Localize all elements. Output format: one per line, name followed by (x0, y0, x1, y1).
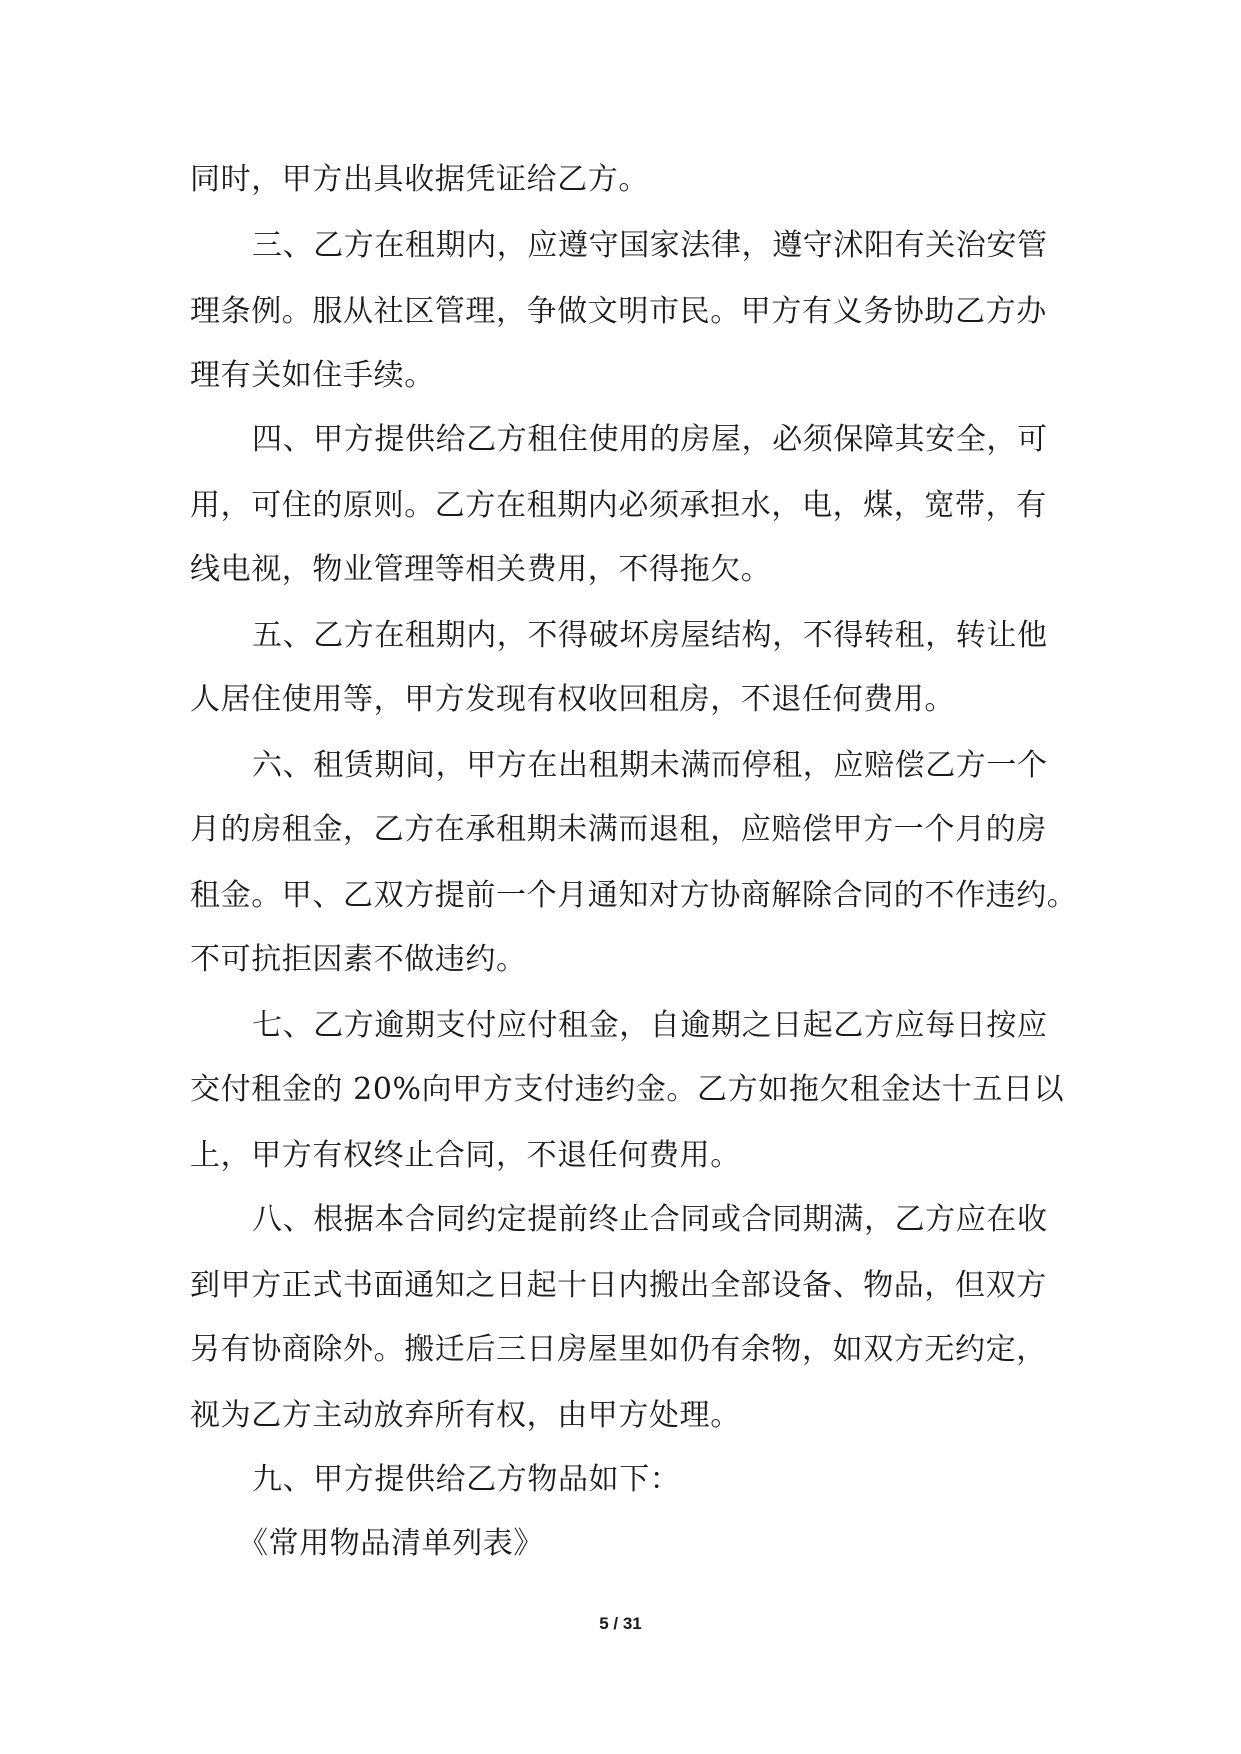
text-line: 六、租赁期间，甲方在出租期未满而停租，应赔偿乙方一个 (252, 748, 1048, 783)
text-line: 理有关如住手续。 (190, 358, 435, 393)
text-line: 另有协商除外。搬迁后三日房屋里如仍有余物，如双方无约定， (190, 1332, 1047, 1367)
text-line: 四、甲方提供给乙方租住使用的房屋，必须保障其安全，可 (252, 422, 1048, 457)
text-line: 不可抗拒因素不做违约。 (190, 942, 527, 977)
text-line: 同时，甲方出具收据凭证给乙方。 (190, 162, 649, 197)
text-line: 交付租金的 20%向甲方支付违约金。乙方如拖欠租金达十五日以 (190, 1072, 1065, 1107)
text-line: 五、乙方在租期内，不得破坏房屋结构，不得转租，转让他 (252, 618, 1048, 653)
text-line: 月的房租金，乙方在承租期未满而退租，应赔偿甲方一个月的房 (190, 812, 1047, 847)
text-line: 人居住使用等，甲方发现有权收回租房，不退任何费用。 (190, 682, 955, 717)
text-line: 理条例。服从社区管理，争做文明市民。甲方有义务协助乙方办 (190, 294, 1047, 329)
page-number: 5 / 31 (599, 1614, 642, 1633)
text-line: 九、甲方提供给乙方物品如下： (252, 1462, 681, 1497)
text-line: 用，可住的原则。乙方在租期内必须承担水，电，煤，宽带，有 (190, 488, 1047, 523)
text-line: 到甲方正式书面通知之日起十日内搬出全部设备、物品，但双方 (190, 1268, 1047, 1303)
text-line: 租金。甲、乙双方提前一个月通知对方协商解除合同的不作违约。 (190, 878, 1078, 913)
text-line: 八、根据本合同约定提前终止合同或合同期满，乙方应在收 (252, 1202, 1048, 1237)
text-line: 三、乙方在租期内，应遵守国家法律，遵守沭阳有关治安管 (252, 228, 1048, 263)
text-line: 线电视，物业管理等相关费用，不得拖欠。 (190, 552, 772, 587)
text-line: 视为乙方主动放弃所有权，由甲方处理。 (190, 1398, 741, 1433)
list-title: 《常用物品清单列表》 (238, 1526, 544, 1561)
text-line: 七、乙方逾期支付应付租金，自逾期之日起乙方应每日按应 (252, 1008, 1048, 1043)
text-line: 上，甲方有权终止合同，不退任何费用。 (190, 1138, 741, 1173)
